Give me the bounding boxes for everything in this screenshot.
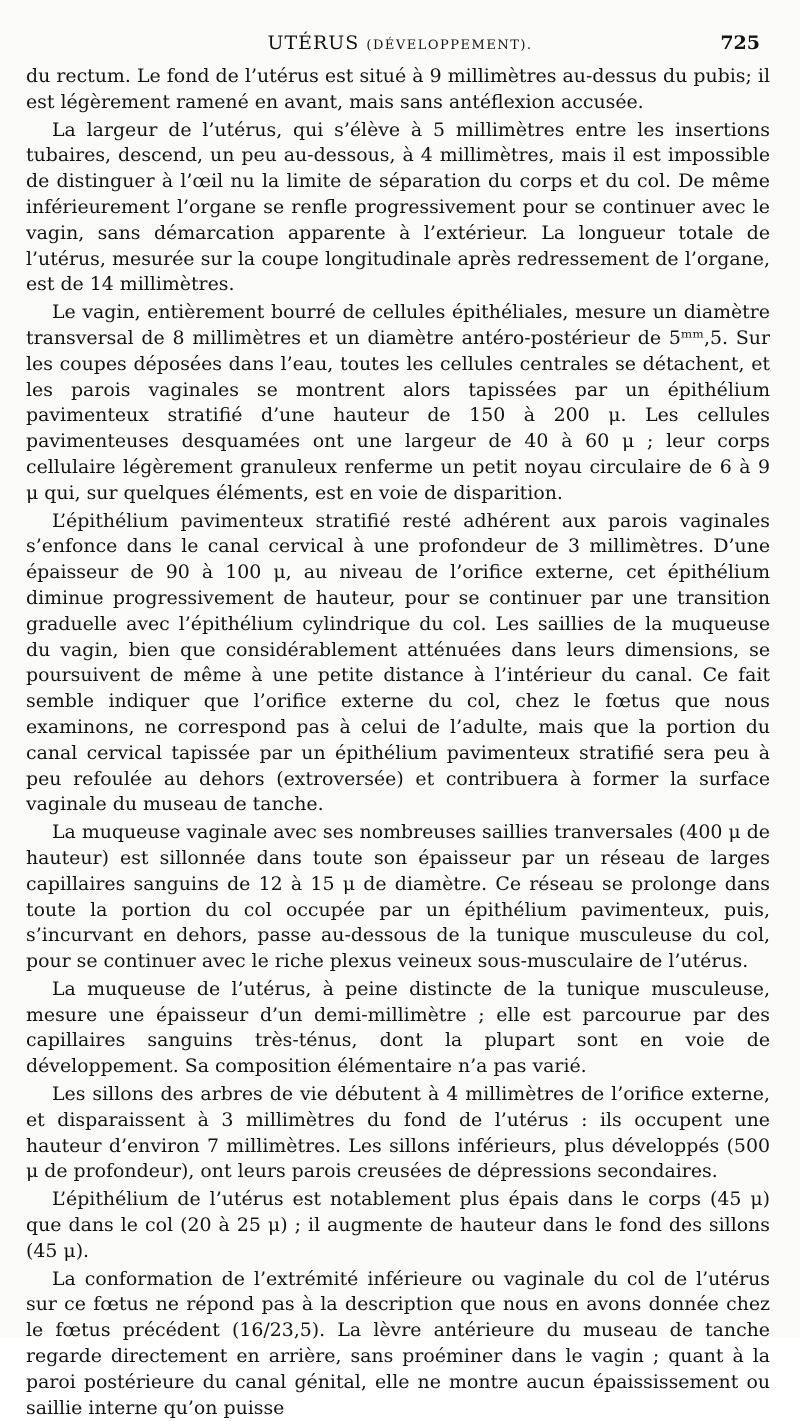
paragraph-1: du rectum. Le fond de l’utérus est situé à 9 millimètres au-dessus du pubis; il est légèrement ramené en avant, mais sans antéflexion accusée. bbox=[26, 65, 770, 113]
paragraph-7: Les sillons des arbres de vie débutent à 4 millimètres de l’orifice externe, et disparaissent à 3 millimètres du fond de l’utérus : ils occupent une hauteur d’environ 7 millimètres. Les sillons inférieurs, plus développés (500 μ de profondeur), ont leurs parois creusées de dépressions secondaires. bbox=[26, 1083, 770, 1183]
paragraph-4: L’épithélium pavimenteux stratifié resté adhérent aux parois vaginales s’enfonce dans le canal cervical à une profondeur de 3 millimètres. D’une épaisseur de 90 à 100 μ, au niveau de l’orifice externe, cet épithélium diminue progressivement de hauteur, pour se continuer par une transition graduelle avec l’épithélium cylindrique du col. Les saillies de la muqueuse du vagin, bien que considérablement atténuées dans leurs dimensions, se poursuivent de même à une petite distance à l’intérieur du canal. Ce fait semble indiquer que l’orifice externe du col, chez le fœtus que nous examinons, ne correspond pas à celui de l’adulte, mais que la portion du canal cervical tapissée par un épithélium pavimenteux stratifié sera peu à peu refoulée au dehors (extroversée) et contribuera à former la surface vaginale du museau de tanche. bbox=[26, 509, 770, 816]
paragraph-2: La largeur de l’utérus, qui s’élève à 5 millimètres entre les insertions tubaires, descend, un peu au-dessous, à 4 millimètres, mais il est impossible de distinguer à l’œil nu la limite de séparation du corps et du col. De même inférieurement l’organe se renfle progressivement pour se continuer avec le vagin, sans démarcation apparente à l’extérieur. La longueur totale de l’utérus, mesurée sur la coupe longitudinale après redressement de l’organe, est de 14 millimètres. bbox=[26, 118, 770, 296]
paragraph-6: La muqueuse de l’utérus, à peine distincte de la tunique musculeuse, mesure une épaisseur d’un demi-millimètre ; elle est parcourue par des capillaires sanguins très-ténus, dont la plupart sont en voie de développement. Sa composition élémentaire n’a pas varié. bbox=[26, 977, 770, 1078]
page-number: 725 bbox=[720, 32, 760, 54]
running-title-sub: (DÉVELOPPEMENT). bbox=[366, 38, 533, 53]
running-title bbox=[26, 32, 774, 54]
running-title-main: UTÉRUS bbox=[267, 32, 360, 54]
paragraph-5: La muqueuse vaginale avec ses nombreuses saillies tranversales (400 μ de hauteur) est sillonnée dans toute son épaisseur par un réseau de larges capillaires sanguins de 12 à 15 μ de diamètre. Ce réseau se prolonge dans toute la portion du col occupée par un épithélium pavimenteux, puis, s’incurvant en dehors, passe au-dessous de la tunique musculeuse du col, pour se continuer avec le riche plexus veineux sous-musculaire de l’utérus. bbox=[26, 821, 770, 973]
paragraph-3: Le vagin, entièrement bourré de cellules épithéliales, mesure un diamètre transversal de 8 millimètres et un diamètre antéro-postérieur de 5ᵐᵐ,5. Sur les coupes déposées dans l’eau, toutes les cellules centrales se détachent, et les parois vaginales se montrent alors tapissées par un épithélium pavimenteux stratifié d’une hauteur de 150 à 200 μ. Les cellules pavimenteuses desquamées ont une largeur de 40 à 60 μ ; leur corps cellulaire légèrement granuleux renferme un petit noyau circulaire de 6 à 9 μ qui, sur quelques éléments, est en voie de disparition. bbox=[26, 301, 770, 504]
paragraph-9: La conformation de l’extrémité inférieure ou vaginale du col de l’utérus sur ce fœtus ne répond pas à la description que nous en avons donnée chez le fœtus précédent (16/23,5). La lèvre antérieure du museau de tanche regarde directement en arrière, sans proéminer dans le vagin ; quant à la paroi postérieure du canal génital, elle ne montre aucun épaississement ou saillie interne qu’on puisse bbox=[26, 1267, 770, 1419]
paragraph-8: L’épithélium de l’utérus est notablement plus épais dans le corps (45 μ) que dans le col (20 à 25 μ) ; il augmente de hauteur dans le fond des sillons (45 μ). bbox=[26, 1188, 770, 1262]
running-head bbox=[26, 32, 774, 56]
body-text bbox=[26, 64, 770, 1421]
